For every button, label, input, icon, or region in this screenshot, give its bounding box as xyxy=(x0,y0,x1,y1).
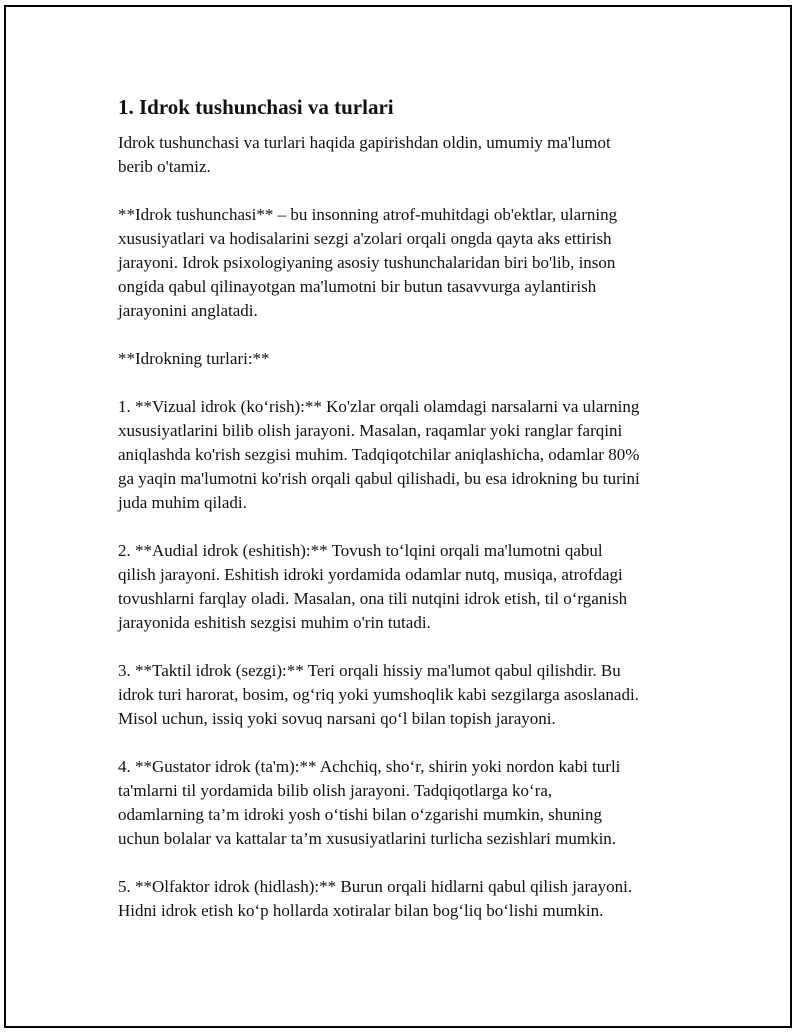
paragraph-audial: 2. **Audial idrok (eshitish):** Tovush to‘lqini orqali ma'lumotni qabul qilish jarayoni. Eshitish idroki yordamida odamlar nutq, musiqa, atrofdagi tovushlarni farqlay oladi. Masalan, ona tili nutqini idrok etish, til o‘rganish jarayonida eshitish sezgisi muhim o'rin tutadi. xyxy=(118,541,628,632)
paragraph-olfactory: 5. **Olfaktor idrok (hidlash):** Burun orqali hidlarni qabul qilish jarayoni. Hidni idrok etish ko‘p hollarda xotiralar bilan bog‘liq bo‘lishi mumkin. xyxy=(118,877,633,920)
paragraph-definition: **Idrok tushunchasi** – bu insonning atrof-muhitdagi ob'ektlar, ularning xususiyatlari va hodisalarini sezgi a'zolari orqali ongda qayta aks ettirish jarayoni. Idrok psixologiyaning asosiy tushunchalaridan biri bo'lib, inson ongida qabul qilinayotgan ma'lumotni bir butun tasavvurga aylantirish jarayonini anglatadi. xyxy=(118,205,618,320)
document-page xyxy=(4,5,792,1028)
section-heading: 1. Idrok tushunchasi va turlari xyxy=(118,95,394,119)
paragraph-visual: 1. **Vizual idrok (ko‘rish):** Ko'zlar orqali olamdagi narsalarni va ularning xususiyatlarini bilib olish jarayoni. Masalan, raqamlar yoki ranglar farqini aniqlashda ko'rish sezgisi muhim. Tadqiqotchilar aniqlashicha, odamlar 80% ga yaqin ma'lumotni ko'rish orqali qabul qilishadi, bu esa idrokning bu turini juda muhim qiladi. xyxy=(118,397,640,512)
paragraph-gustatory: 4. **Gustator idrok (ta'm):** Achchiq, sho‘r, shirin yoki nordon kabi turli ta'mlarni til yordamida bilib olish jarayoni. Tadqiqotlarga ko‘ra, odamlarning ta’m idroki yosh o‘tishi bilan o‘zgarishi mumkin, shuning uchun bolalar va kattalar ta’m xususiyatlarini turlicha sezishlari mumkin. xyxy=(118,757,621,848)
document-body xyxy=(118,93,698,947)
paragraph-tactile: 3. **Taktil idrok (sezgi):** Teri orqali hissiy ma'lumot qabul qilishdir. Bu idrok turi harorat, bosim, og‘riq yoki yumshoqlik kabi sezgilarga asoslanadi. Misol uchun, issiq yoki sovuq narsani qo‘l bilan topish jarayoni. xyxy=(118,661,639,728)
paragraph-intro: Idrok tushunchasi va turlari haqida gapirishdan oldin, umumiy ma'lumot berib o'tamiz. xyxy=(118,133,611,176)
paragraph-types-title: **Idrokning turlari:** xyxy=(118,349,270,368)
